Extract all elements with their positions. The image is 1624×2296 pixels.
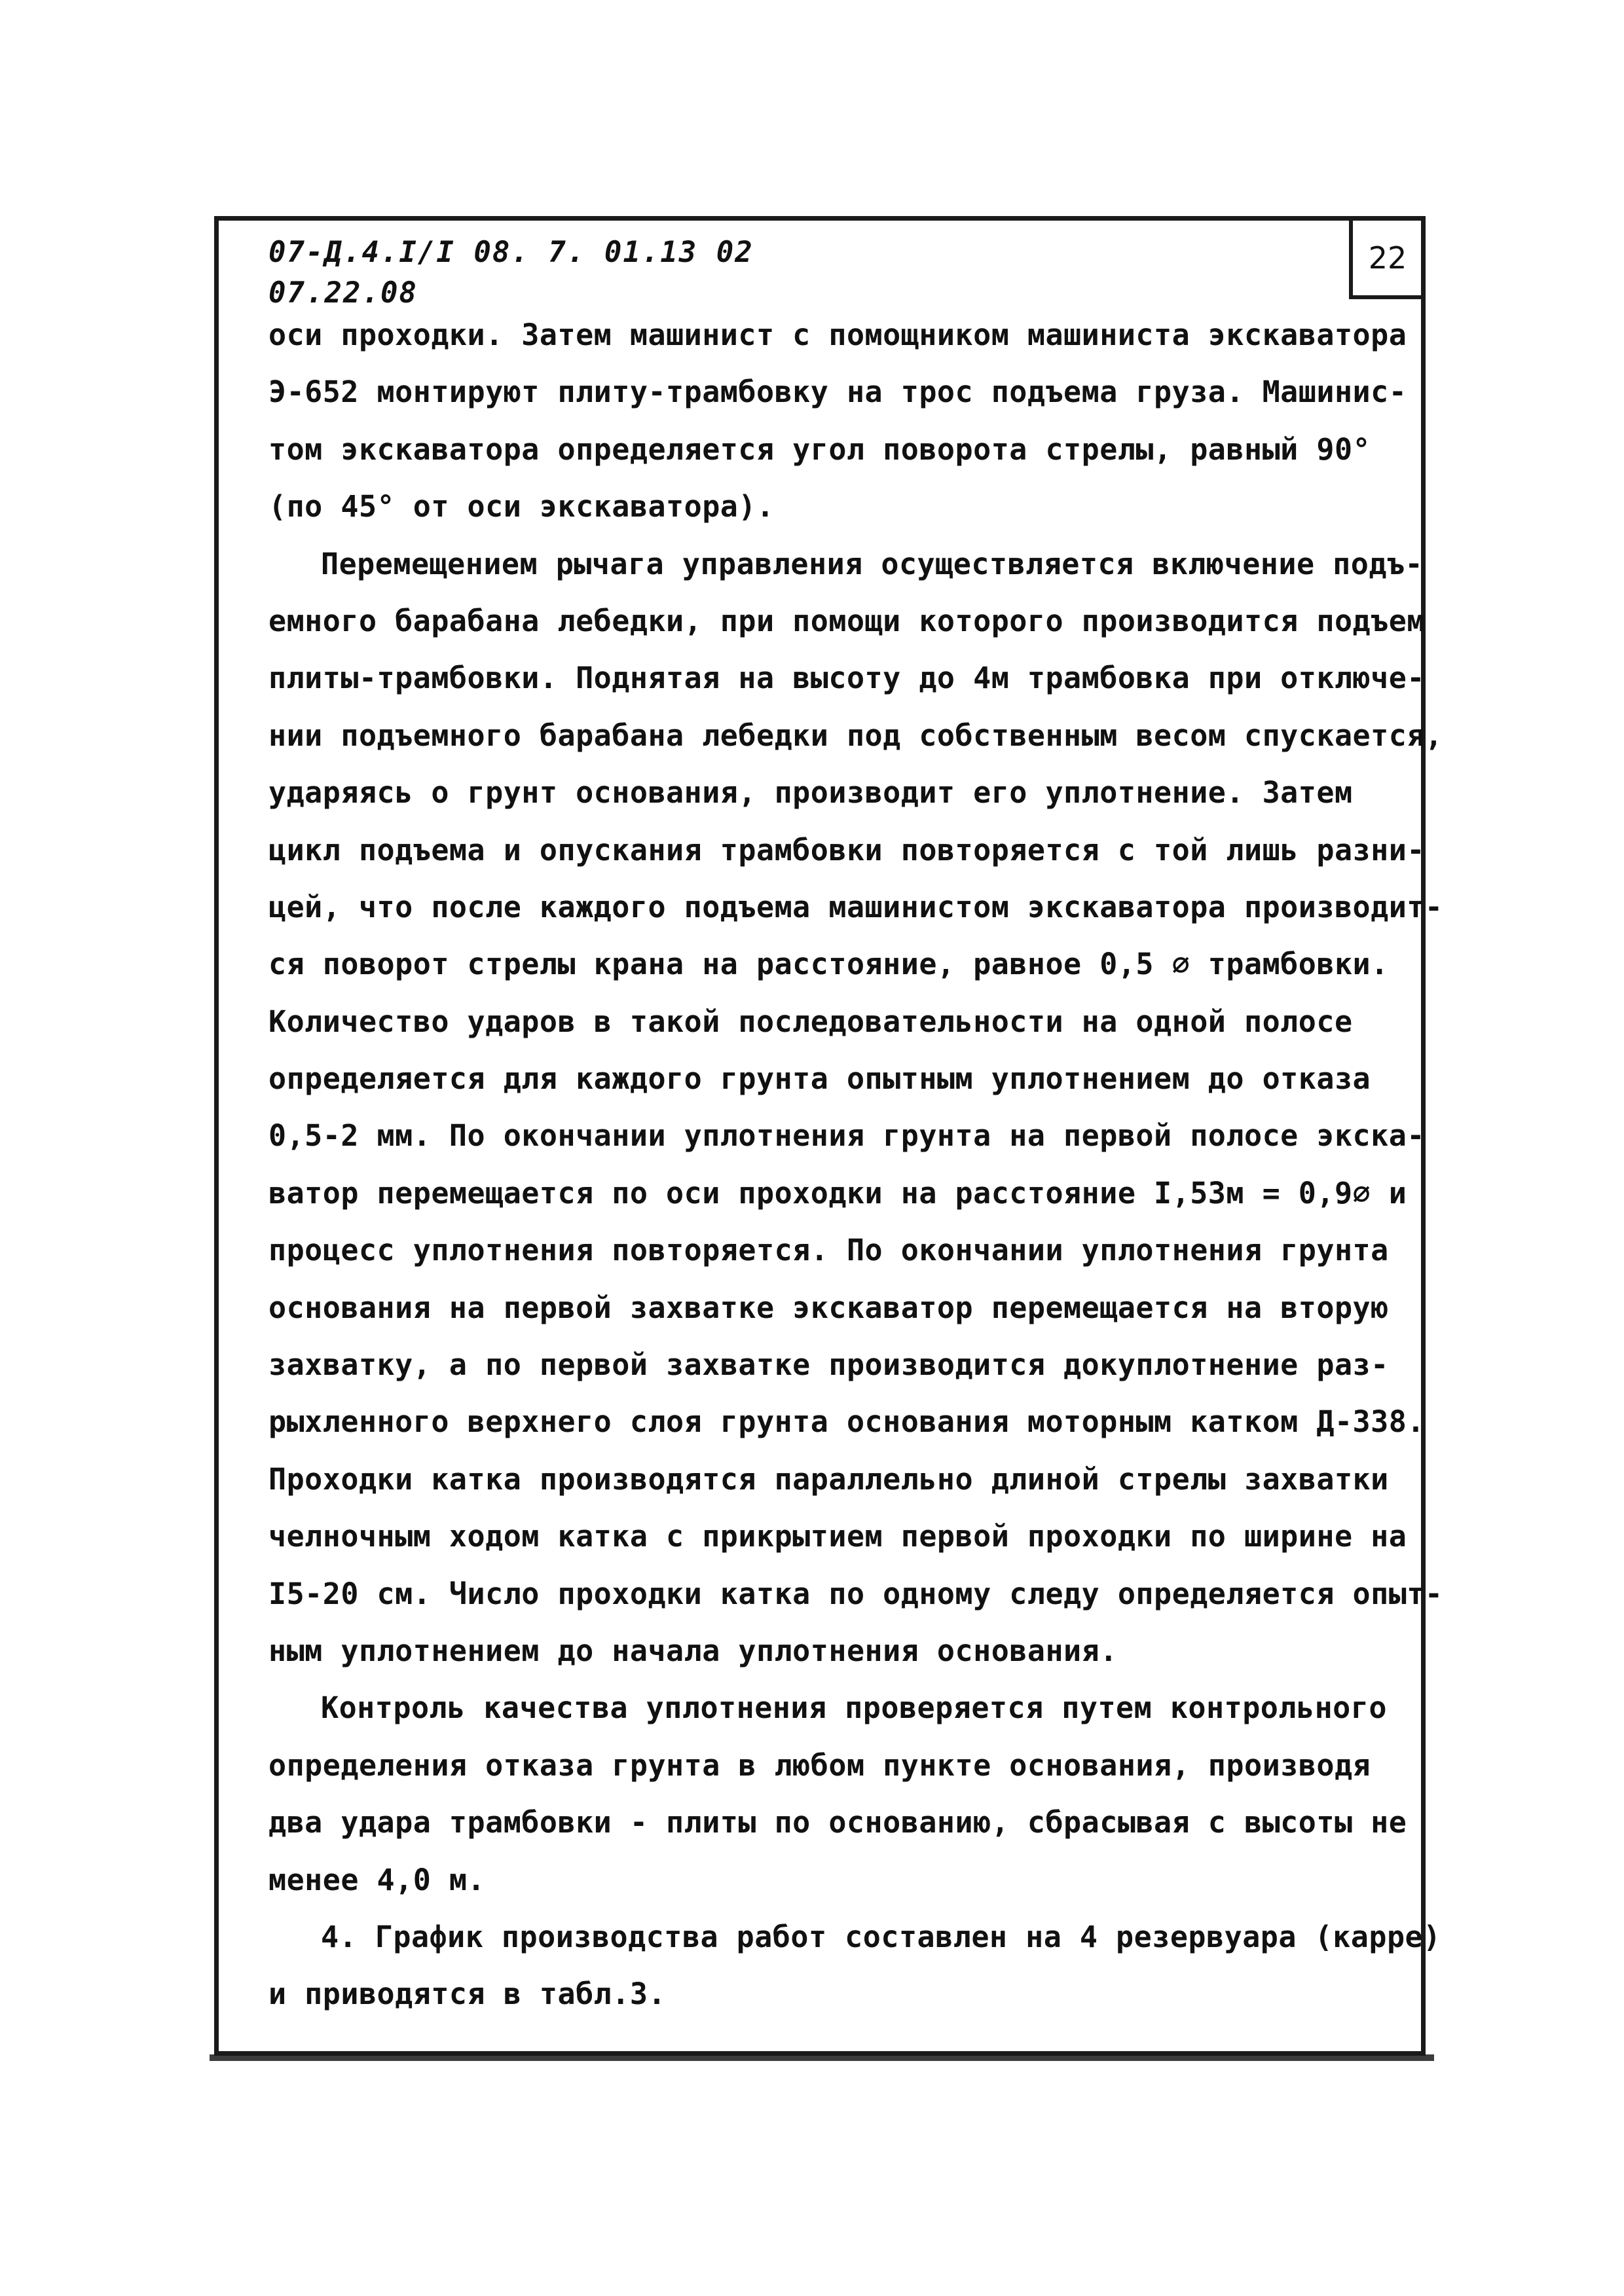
text-line: нии подъемного барабана лебедки под собственным весом спускается, xyxy=(268,718,1443,753)
text-line: ным уплотнением до начала уплотнения основания. xyxy=(268,1633,1118,1668)
text-line: том экскаватора определяется угол поворота стрелы, равный 90° xyxy=(268,431,1371,467)
text-line: челночным ходом катка с прикрытием первой проходки по ширине на xyxy=(268,1519,1407,1554)
text-line: цей, что после каждого подъема машинистом экскаватора производит- xyxy=(268,889,1443,924)
text-line: основания на первой захватке экскаватор перемещается на вторую xyxy=(268,1290,1389,1325)
text-line: Проходки катка производятся параллельно длиной стрелы захватки xyxy=(268,1461,1389,1497)
text-line: ватор перемещается по оси проходки на расстояние I,53м = 0,9∅ и xyxy=(268,1175,1407,1211)
text-line: Количество ударов в такой последовательности на одной полосе xyxy=(268,1004,1353,1039)
text-line: процесс уплотнения повторяется. По окончании уплотнения грунта xyxy=(268,1233,1389,1268)
text-line: 0,5-2 мм. По окончании уплотнения грунта на первой полосе экска- xyxy=(268,1118,1425,1154)
text-line: рыхленного верхнего слоя грунта основания моторным катком Д-338. xyxy=(268,1404,1425,1440)
text-line: Э-652 монтируют плиту-трамбовку на трос подъема груза. Машинис- xyxy=(268,374,1407,410)
text-line: I5-20 см. Число проходки катка по одному следу определяется опыт- xyxy=(268,1576,1443,1611)
text-line: два удара трамбовки - плиты по основанию, сбрасывая с высоты не xyxy=(268,1805,1407,1840)
text-line: плиты-трамбовки. Поднятая на высоту до 4м трамбовка при отключе- xyxy=(268,661,1425,696)
paragraph-start-line: Контроль качества уплотнения проверяется путем контрольного xyxy=(321,1690,1387,1726)
document-code xyxy=(268,232,754,314)
text-line: (по 45° от оси экскаватора). xyxy=(268,489,775,524)
paragraph-start-line: 4. График производства работ составлен на 4 резервуара (карре) xyxy=(321,1919,1441,1954)
text-line: оси проходки. Затем машинист с помощником машиниста экскаватора xyxy=(268,318,1407,352)
page-number-box xyxy=(1349,221,1422,299)
paragraph-start-line: Перемещением рычага управления осуществляется включение подъ- xyxy=(321,546,1424,581)
text-line: и приводятся в табл.3. xyxy=(268,1977,667,2012)
page-number: 22 xyxy=(1368,240,1407,276)
document-code-line-2: 07.22.08 xyxy=(268,276,418,310)
text-line: ударяясь о грунт основания, производит его уплотнение. Затем xyxy=(268,775,1353,811)
text-line: ся поворот стрелы крана на расстояние, равное 0,5 ∅ трамбовки. xyxy=(268,947,1389,982)
document-code-line-1: 07-Д.4.I/I 08. 7. 01.13 02 xyxy=(268,236,754,269)
text-line: захватку, а по первой захватке производится докуплотнение раз- xyxy=(268,1347,1389,1383)
text-line: определяется для каждого грунта опытным уплотнением до отказа xyxy=(268,1061,1371,1097)
text-line: менее 4,0 м. xyxy=(268,1862,486,1897)
text-line: определения отказа грунта в любом пункте основания, производя xyxy=(268,1747,1371,1783)
text-line: цикл подъема и опускания трамбовки повторяется с той лишь разни- xyxy=(268,832,1425,867)
text-line: емного барабана лебедки, при помощи которого производится подъем xyxy=(268,603,1425,638)
body-text xyxy=(268,306,1443,2023)
frame-bottom-border xyxy=(210,2054,1434,2061)
